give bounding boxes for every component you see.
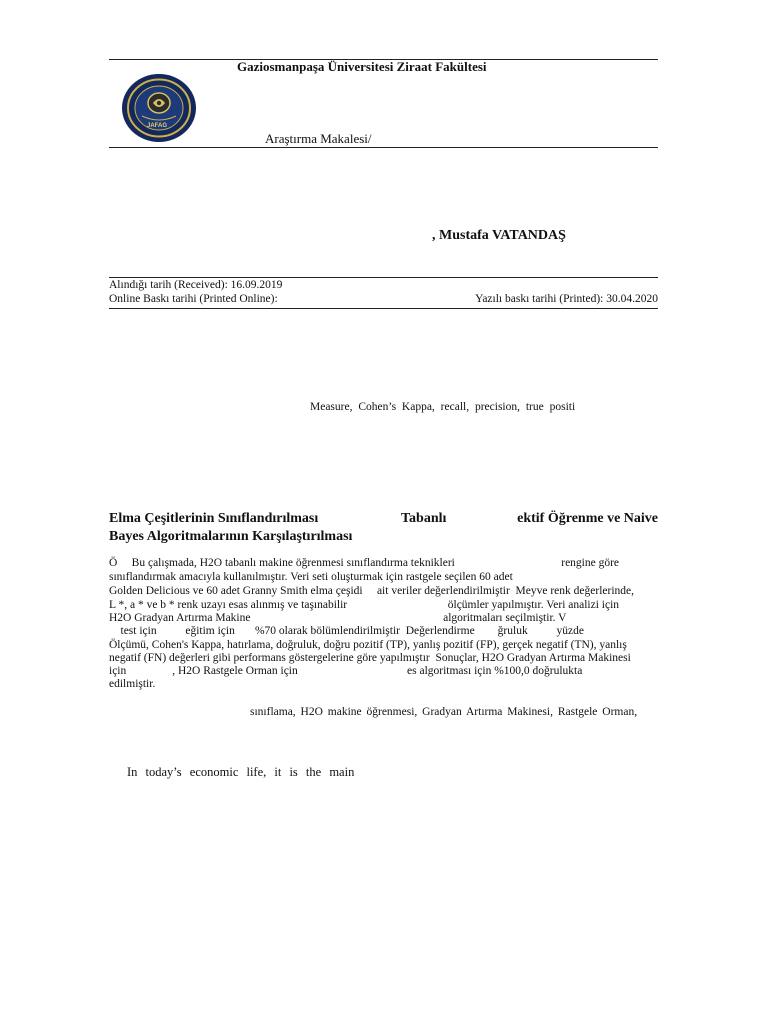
title-line-2: Bayes Algoritmalarının Karşılaştırılması [109,529,353,544]
header-bottom-rule [109,147,658,148]
turkish-keywords: sınıflama, H2O makine öğrenmesi, Gradyan Artırma Makinesi, Rastgele Orman, [250,706,638,718]
received-date: Alındığı tarih (Received): 16.09.2019 [109,279,283,291]
abstract-line: sınıflandırmak amacıyla kullanılmıştır. Veri seti oluşturmak için rastgele seçilen 60 adet [109,571,513,583]
abstract-line: için , H2O Rastgele Orman için es algoritması için %100,0 doğrulukta [109,665,583,677]
logo-text: JAFAG [147,123,168,129]
turkish-title [109,510,658,546]
printed-date: Yazılı baskı tarihi (Printed): 30.04.2020 [475,293,658,305]
dates-bottom-rule [109,308,658,309]
title-line-1 [109,510,658,528]
author-names: , Mustafa VATANDAŞ [432,228,566,243]
dates-top-rule [109,277,658,278]
abstract-line: negatif (FN) değerleri gibi performans göstergelerine göre yapılmıştır Sonuçlar, H2O Gradyan Artırma Makinesi [109,652,631,664]
abstract-line: Ölçümü, Cohen's Kappa, hatırlama, doğruluk, doğru pozitif (TP), yanlış pozitif (FP), gerçek negatif (TN), yanlış [109,639,627,651]
abstract-line: Ö Bu çalışmada, H2O tabanlı makine öğrenmesi sınıflandırma teknikleri rengine göre [109,557,620,569]
abstract-line: Golden Delicious ve 60 adet Granny Smith elma çeşidi ait veriler değerlendirilmiştir Meyve renk değerlerinde, [109,585,635,597]
title-part-2: Tabanlı [401,511,447,526]
abstract-line: L *, a * ve b * renk uzayı esas alınmış ve taşınabilir ölçümler yapılmıştır. Veri analizi için [109,599,620,611]
title-part-1: Elma Çeşitlerinin Sınıflandırılması [109,511,319,526]
introduction-text: In today’s economic life, it is the main [127,765,355,779]
article-type: Araştırma Makalesi/ [265,131,372,146]
abstract-line: test için eğitim için %70 olarak bölümlendirilmiştir Değerlendirme ğruluk yüzde [109,625,584,637]
title-part-3: ektif Öğrenme ve Naive [517,511,658,526]
english-keywords: Measure, Cohen’s Kappa, recall, precision, true positi [310,401,576,413]
abstract-line: H2O Gradyan Artırma Makine algoritmaları seçilmiştir. V [109,612,567,624]
journal-logo [120,72,198,144]
university-name: Gaziosmanpaşa Üniversitesi Ziraat Fakültesi [237,59,487,74]
online-print-date: Online Baskı tarihi (Printed Online): [109,293,278,305]
abstract-line: edilmiştir. [109,678,156,690]
